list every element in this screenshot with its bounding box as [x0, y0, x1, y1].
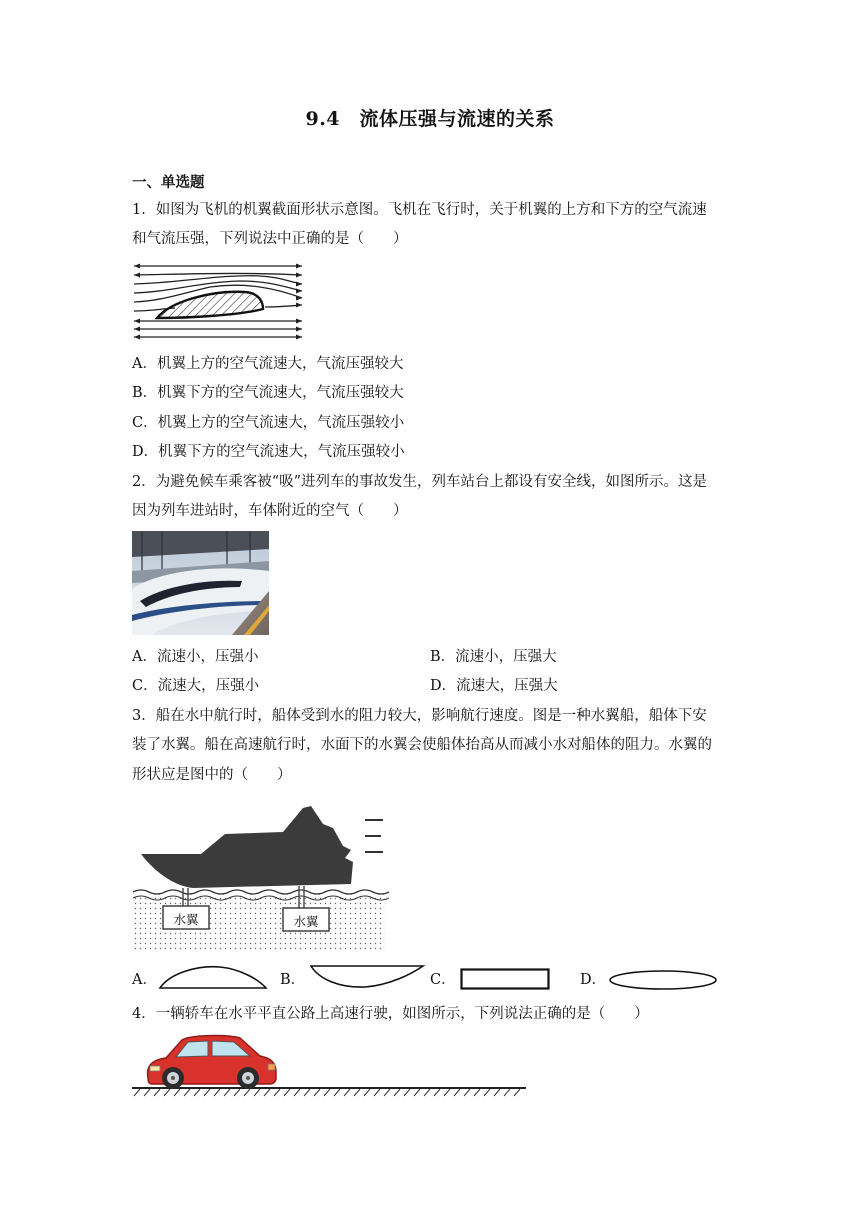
- hydrofoil-label-right: 水翼: [293, 914, 319, 929]
- q2-stem-line2: 因为列车进站时，车体附近的空气（ ）: [132, 503, 408, 519]
- q2-option-c: C．流速大，压强小: [132, 678, 260, 694]
- q4-stem-line1: 4．一辆轿车在水平平直公路上高速行驶，如图所示，下列说法正确的是（ ）: [132, 1006, 649, 1022]
- q3-option-d-ellipse-shape: [608, 969, 718, 991]
- q3-option-a-label: A．: [132, 972, 157, 988]
- q3-option-b-inverted-airfoil-shape: [309, 963, 425, 991]
- q3-stem-line2: 装了水翼。船在高速航行时，水面下的水翼会使船体抬高从而减小水对船体的阻力。水翼的: [132, 737, 712, 753]
- q1-stem-line1: 1．如图为飞机的机翼截面形状示意图。飞机在飞行时，关于机翼的上方和下方的空气流速: [132, 202, 707, 218]
- page-title: 9.4 流体压强与流速的关系: [305, 108, 555, 130]
- q3-option-b-label: B．: [280, 972, 306, 988]
- car-on-road-figure: [130, 1032, 526, 1100]
- q1-stem-line2: 和气流压强，下列说法中正确的是（ ）: [132, 231, 408, 247]
- q3-option-d-label: D．: [580, 972, 607, 988]
- q2-option-a: A．流速小，压强小: [132, 649, 259, 665]
- section-heading: 一、单选题: [132, 174, 205, 191]
- q3-option-c-label: C．: [430, 972, 456, 988]
- train-station-photo: [132, 531, 269, 635]
- q2-stem-line1: 2．为避免候车乘客被“吸”进列车的事故发生，列车站台上都设有安全线，如图所示。这是: [132, 474, 708, 490]
- q1-option-d: D．机翼下方的空气流速大，气流压强较小: [132, 444, 405, 460]
- q3-option-a-airfoil-shape: [158, 963, 268, 991]
- q1-option-c: C．机翼上方的空气流速大，气流压强较小: [132, 415, 405, 431]
- q1-option-a: A．机翼上方的空气流速大，气流压强较大: [132, 356, 404, 372]
- q3-stem-line1: 3．船在水中航行时，船体受到水的阻力较大，影响航行速度。图是一种水翼船，船体下安: [132, 708, 707, 724]
- airfoil-streamline-figure: [130, 262, 305, 344]
- hydrofoil-label-left: 水翼: [173, 912, 199, 927]
- q3-option-c-rectangle-shape: [460, 968, 550, 990]
- q2-option-d: D．流速大，压强大: [430, 678, 558, 694]
- q2-option-b: B．流速小，压强大: [430, 649, 557, 665]
- q1-option-b: B．机翼下方的空气流速大，气流压强较大: [132, 385, 404, 401]
- q3-stem-line3: 形状应是图中的（ ）: [132, 767, 292, 783]
